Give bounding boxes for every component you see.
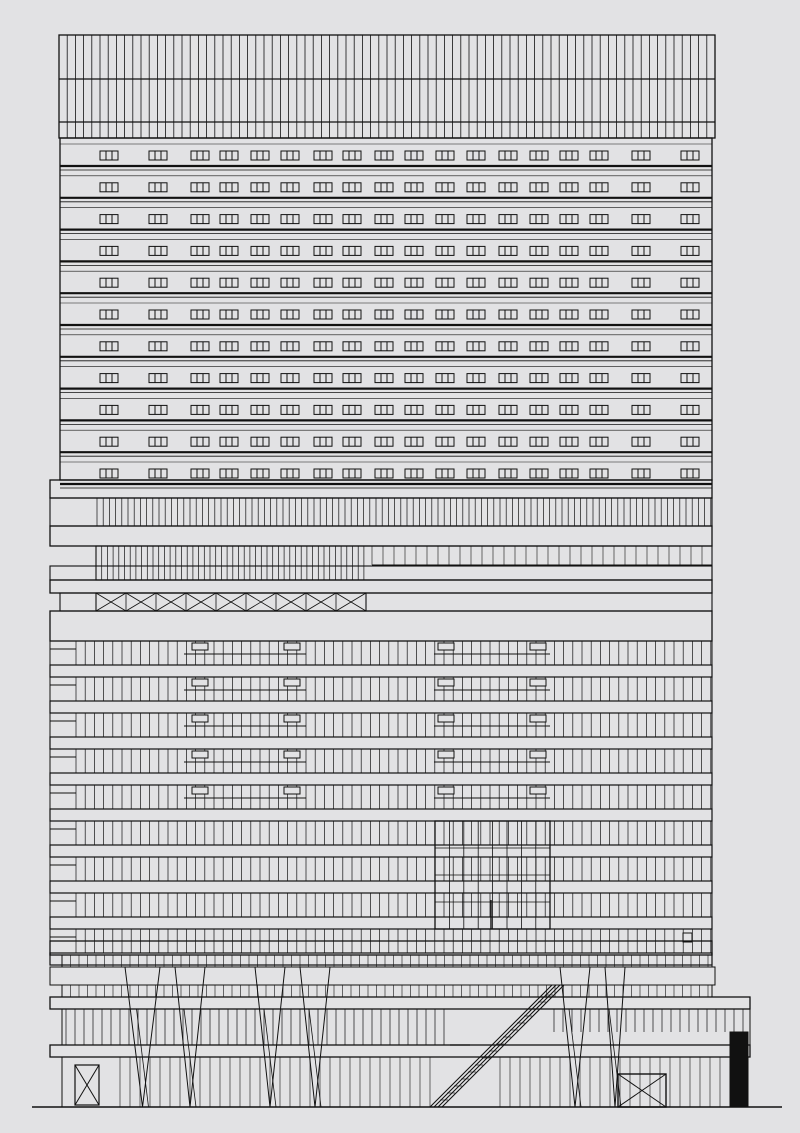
window: [438, 751, 454, 758]
window: [438, 787, 454, 794]
window: [192, 679, 208, 686]
window: [530, 751, 546, 758]
window: [438, 679, 454, 686]
window: [438, 715, 454, 722]
window: [192, 751, 208, 758]
window: [284, 715, 300, 722]
window: [192, 643, 208, 650]
window: [284, 787, 300, 794]
window: [192, 787, 208, 794]
window: [284, 679, 300, 686]
window: [530, 679, 546, 686]
window: [284, 643, 300, 650]
window: [192, 715, 208, 722]
window: [530, 715, 546, 722]
window: [530, 643, 546, 650]
window: [284, 751, 300, 758]
rooftop-crown: [59, 35, 715, 138]
window: [530, 787, 546, 794]
window: [438, 643, 454, 650]
